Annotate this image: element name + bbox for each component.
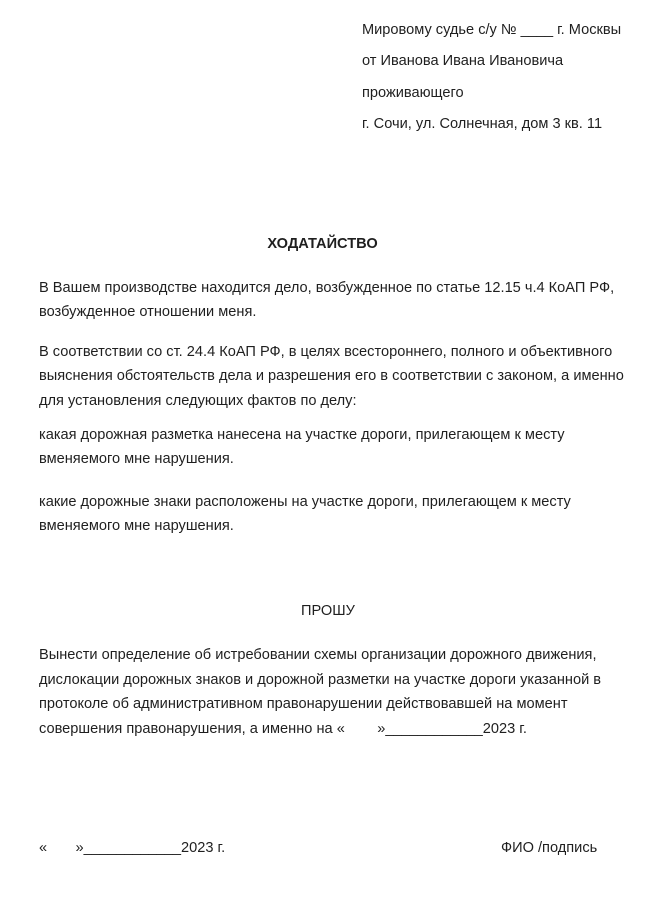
- fact2-line2: вменяемого мне нарушения.: [39, 518, 234, 534]
- request-heading: ПРОШУ: [301, 603, 355, 619]
- paragraph1-line2: возбужденное отношении меня.: [39, 304, 257, 320]
- document-title-text: ХОДАТАЙСТВО: [267, 236, 378, 252]
- request-line4: совершения правонарушения, а именно на « »____________2023 г.: [39, 721, 527, 737]
- document-title: [0, 236, 657, 252]
- signature-date: « »____________2023 г.: [39, 840, 226, 856]
- request-line2: дислокации дорожных знаков и дорожной разметки на участке дороги указанной в: [39, 672, 602, 688]
- paragraph1-line1: В Вашем производстве находится дело, возбужденное по статье 12.15 ч.4 КоАП РФ,: [39, 280, 615, 296]
- paragraph2-line2: выяснения обстоятельств дела и разрешения его в соответствии с законом, а именно: [39, 368, 624, 384]
- fact1-line1: какая дорожная разметка нанесена на участке дороги, прилегающем к месту: [39, 427, 565, 443]
- fact1-line2: вменяемого мне нарушения.: [39, 451, 234, 467]
- request-line1: Вынести определение об истребовании схемы организации дорожного движения,: [39, 647, 597, 663]
- signature-label: ФИО /подпись: [501, 840, 598, 856]
- fact2-line1: какие дорожные знаки расположены на участке дороги, прилегающем к месту: [39, 494, 571, 510]
- paragraph2-line3: для установления следующих фактов по делу:: [39, 393, 357, 409]
- addressee-judge: Мировому судье с/у № ____ г. Москвы: [362, 22, 622, 38]
- addressee-from: от Иванова Ивана Ивановича: [362, 53, 564, 69]
- paragraph2-line1: В соответствии со ст. 24.4 КоАП РФ, в целях всестороннего, полного и объективного: [39, 344, 613, 360]
- addressee-address: г. Сочи, ул. Солнечная, дом 3 кв. 11: [362, 116, 603, 132]
- addressee-residing: проживающего: [362, 85, 464, 101]
- request-line3: протоколе об административном правонарушении действовавшей на момент: [39, 696, 568, 712]
